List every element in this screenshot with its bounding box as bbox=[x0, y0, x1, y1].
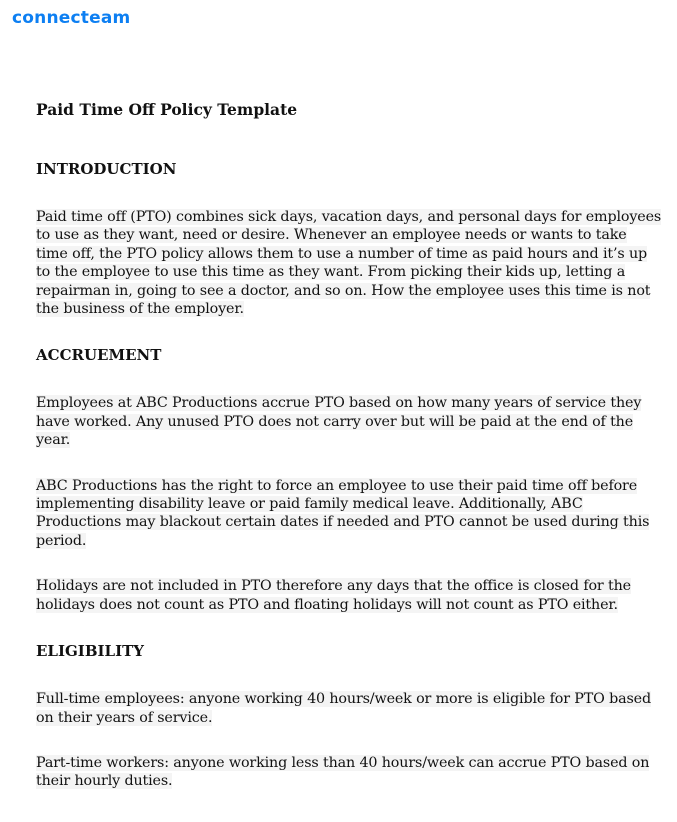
eligibility-paragraph-part-time: Part-time workers: anyone working less than 40 hours/week can accrue PTO based on their hourly duties. bbox=[36, 754, 650, 790]
document-title: Paid Time Off Policy Template bbox=[36, 100, 298, 119]
accruement-paragraph-1: Employees at ABC Productions accrue PTO based on how many years of service they have worked. Any unused PTO does not carry over but will be paid at the end of the year. bbox=[36, 395, 642, 449]
introduction-paragraph: Paid time off (PTO) combines sick days, vacation days, and personal days for employees to use as they want, need or desire. Whenever an employee needs or wants to take time off, the PTO policy allows them to use a number of time as paid hours and it’s up to the employee to use this time as they want. From picking their kids up, letting a repairman in, going to see a doctor, and so on. How the employee uses this time is not the business of the employer. bbox=[36, 209, 662, 318]
section-heading-accruement: ACCRUEMENT bbox=[36, 346, 162, 365]
document-body bbox=[36, 100, 662, 791]
accruement-paragraph-2: ABC Productions has the right to force an employee to use their paid time off before implementing disability leave or paid family medical leave. Additionally, ABC Productions may blackout certain dates if needed and PTO cannot be used during this period. bbox=[36, 477, 650, 549]
accruement-paragraph-3: Holidays are not included in PTO therefore any days that the office is closed for the holidays does not count as PTO and floating holidays will not count as PTO either. bbox=[36, 578, 631, 613]
eligibility-paragraph-full-time: Full-time employees: anyone working 40 hours/week or more is eligible for PTO based on their years of service. bbox=[36, 691, 651, 726]
section-heading-eligibility: ELIGIBILITY bbox=[36, 642, 144, 661]
section-heading-introduction: INTRODUCTION bbox=[36, 160, 177, 178]
connecteam-logo: connecteam bbox=[12, 8, 131, 28]
